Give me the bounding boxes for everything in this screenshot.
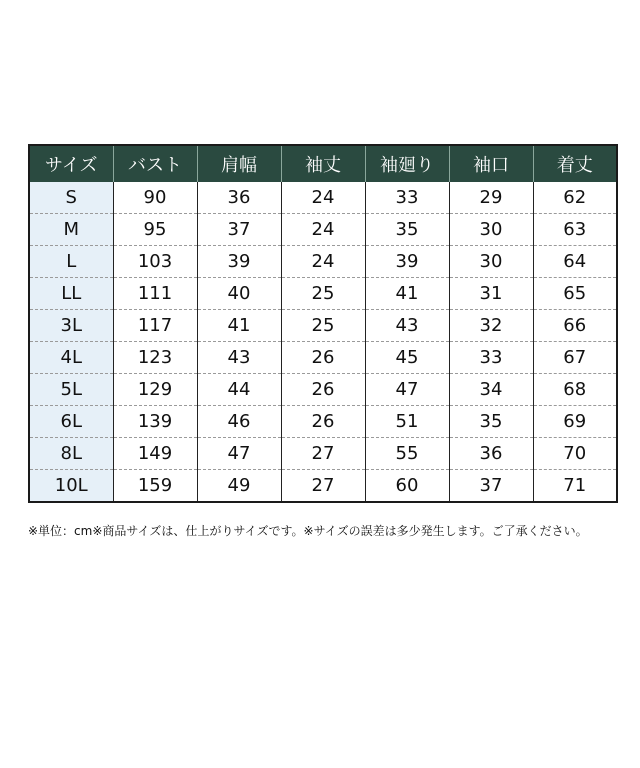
table-row	[29, 310, 617, 342]
table-row	[29, 470, 617, 503]
shoulder-width-cell: 37	[197, 214, 281, 246]
size-cell: LL	[29, 278, 113, 310]
sleeve-length-cell: 25	[281, 310, 365, 342]
header-sleeve-circumference: 袖廻り	[365, 145, 449, 182]
total-length-cell: 62	[533, 182, 617, 214]
bust-cell: 159	[113, 470, 197, 503]
shoulder-width-cell: 44	[197, 374, 281, 406]
header-sleeve-length: 袖丈	[281, 145, 365, 182]
shoulder-width-cell: 46	[197, 406, 281, 438]
sleeve-circumference-cell: 55	[365, 438, 449, 470]
cuff-cell: 29	[449, 182, 533, 214]
sleeve-length-cell: 26	[281, 374, 365, 406]
header-bust: バスト	[113, 145, 197, 182]
sleeve-length-cell: 24	[281, 182, 365, 214]
table-row	[29, 278, 617, 310]
sleeve-circumference-cell: 35	[365, 214, 449, 246]
header-size: サイズ	[29, 145, 113, 182]
size-cell: 4L	[29, 342, 113, 374]
sleeve-circumference-cell: 39	[365, 246, 449, 278]
size-cell: S	[29, 182, 113, 214]
size-cell: 10L	[29, 470, 113, 503]
cuff-cell: 36	[449, 438, 533, 470]
total-length-cell: 69	[533, 406, 617, 438]
sleeve-circumference-cell: 43	[365, 310, 449, 342]
size-chart-table	[28, 144, 618, 503]
bust-cell: 139	[113, 406, 197, 438]
total-length-cell: 67	[533, 342, 617, 374]
sleeve-length-cell: 27	[281, 438, 365, 470]
total-length-cell: 66	[533, 310, 617, 342]
shoulder-width-cell: 49	[197, 470, 281, 503]
shoulder-width-cell: 36	[197, 182, 281, 214]
cuff-cell: 30	[449, 246, 533, 278]
sleeve-circumference-cell: 60	[365, 470, 449, 503]
bust-cell: 95	[113, 214, 197, 246]
size-cell: 3L	[29, 310, 113, 342]
cuff-cell: 34	[449, 374, 533, 406]
total-length-cell: 63	[533, 214, 617, 246]
bust-cell: 149	[113, 438, 197, 470]
total-length-cell: 65	[533, 278, 617, 310]
size-cell: 5L	[29, 374, 113, 406]
sleeve-length-cell: 26	[281, 406, 365, 438]
shoulder-width-cell: 41	[197, 310, 281, 342]
bust-cell: 117	[113, 310, 197, 342]
cuff-cell: 35	[449, 406, 533, 438]
table-body	[29, 182, 617, 502]
header-shoulder-width: 肩幅	[197, 145, 281, 182]
shoulder-width-cell: 40	[197, 278, 281, 310]
header-cuff: 袖口	[449, 145, 533, 182]
bust-cell: 123	[113, 342, 197, 374]
table-row	[29, 246, 617, 278]
sleeve-length-cell: 24	[281, 246, 365, 278]
table-row	[29, 182, 617, 214]
table-row	[29, 342, 617, 374]
size-cell: L	[29, 246, 113, 278]
table-row	[29, 438, 617, 470]
shoulder-width-cell: 47	[197, 438, 281, 470]
table-row	[29, 374, 617, 406]
sleeve-circumference-cell: 47	[365, 374, 449, 406]
table-row	[29, 406, 617, 438]
bust-cell: 111	[113, 278, 197, 310]
sleeve-circumference-cell: 51	[365, 406, 449, 438]
cuff-cell: 30	[449, 214, 533, 246]
total-length-cell: 71	[563, 475, 587, 496]
shoulder-width-cell: 39	[197, 246, 281, 278]
table-header-row	[29, 145, 617, 182]
sleeve-circumference-cell: 33	[365, 182, 449, 214]
bust-cell: 129	[113, 374, 197, 406]
cuff-cell: 33	[449, 342, 533, 374]
size-note: ※単位：cm※商品サイズは、仕上がりサイズです。※サイズの誤差は多少発生します。ご了承ください。	[28, 524, 588, 538]
cuff-cell: 31	[449, 278, 533, 310]
sleeve-circumference-cell: 41	[365, 278, 449, 310]
sleeve-length-cell: 24	[281, 214, 365, 246]
size-cell: 6L	[29, 406, 113, 438]
total-length-cell: 64	[533, 246, 617, 278]
bust-cell: 90	[113, 182, 197, 214]
bust-cell: 103	[113, 246, 197, 278]
table-row	[29, 214, 617, 246]
size-cell: 8L	[29, 438, 113, 470]
sleeve-length-cell: 27	[281, 470, 365, 503]
sleeve-length-cell: 25	[281, 278, 365, 310]
shoulder-width-cell: 43	[197, 342, 281, 374]
total-length-cell: 70	[533, 438, 617, 470]
cuff-cell: 32	[449, 310, 533, 342]
size-cell: M	[29, 214, 113, 246]
header-total-length: 着丈	[533, 145, 617, 182]
sleeve-length-cell: 26	[281, 342, 365, 374]
total-length-cell: 68	[533, 374, 617, 406]
cuff-cell: 37	[449, 470, 533, 503]
sleeve-circumference-cell: 45	[365, 342, 449, 374]
